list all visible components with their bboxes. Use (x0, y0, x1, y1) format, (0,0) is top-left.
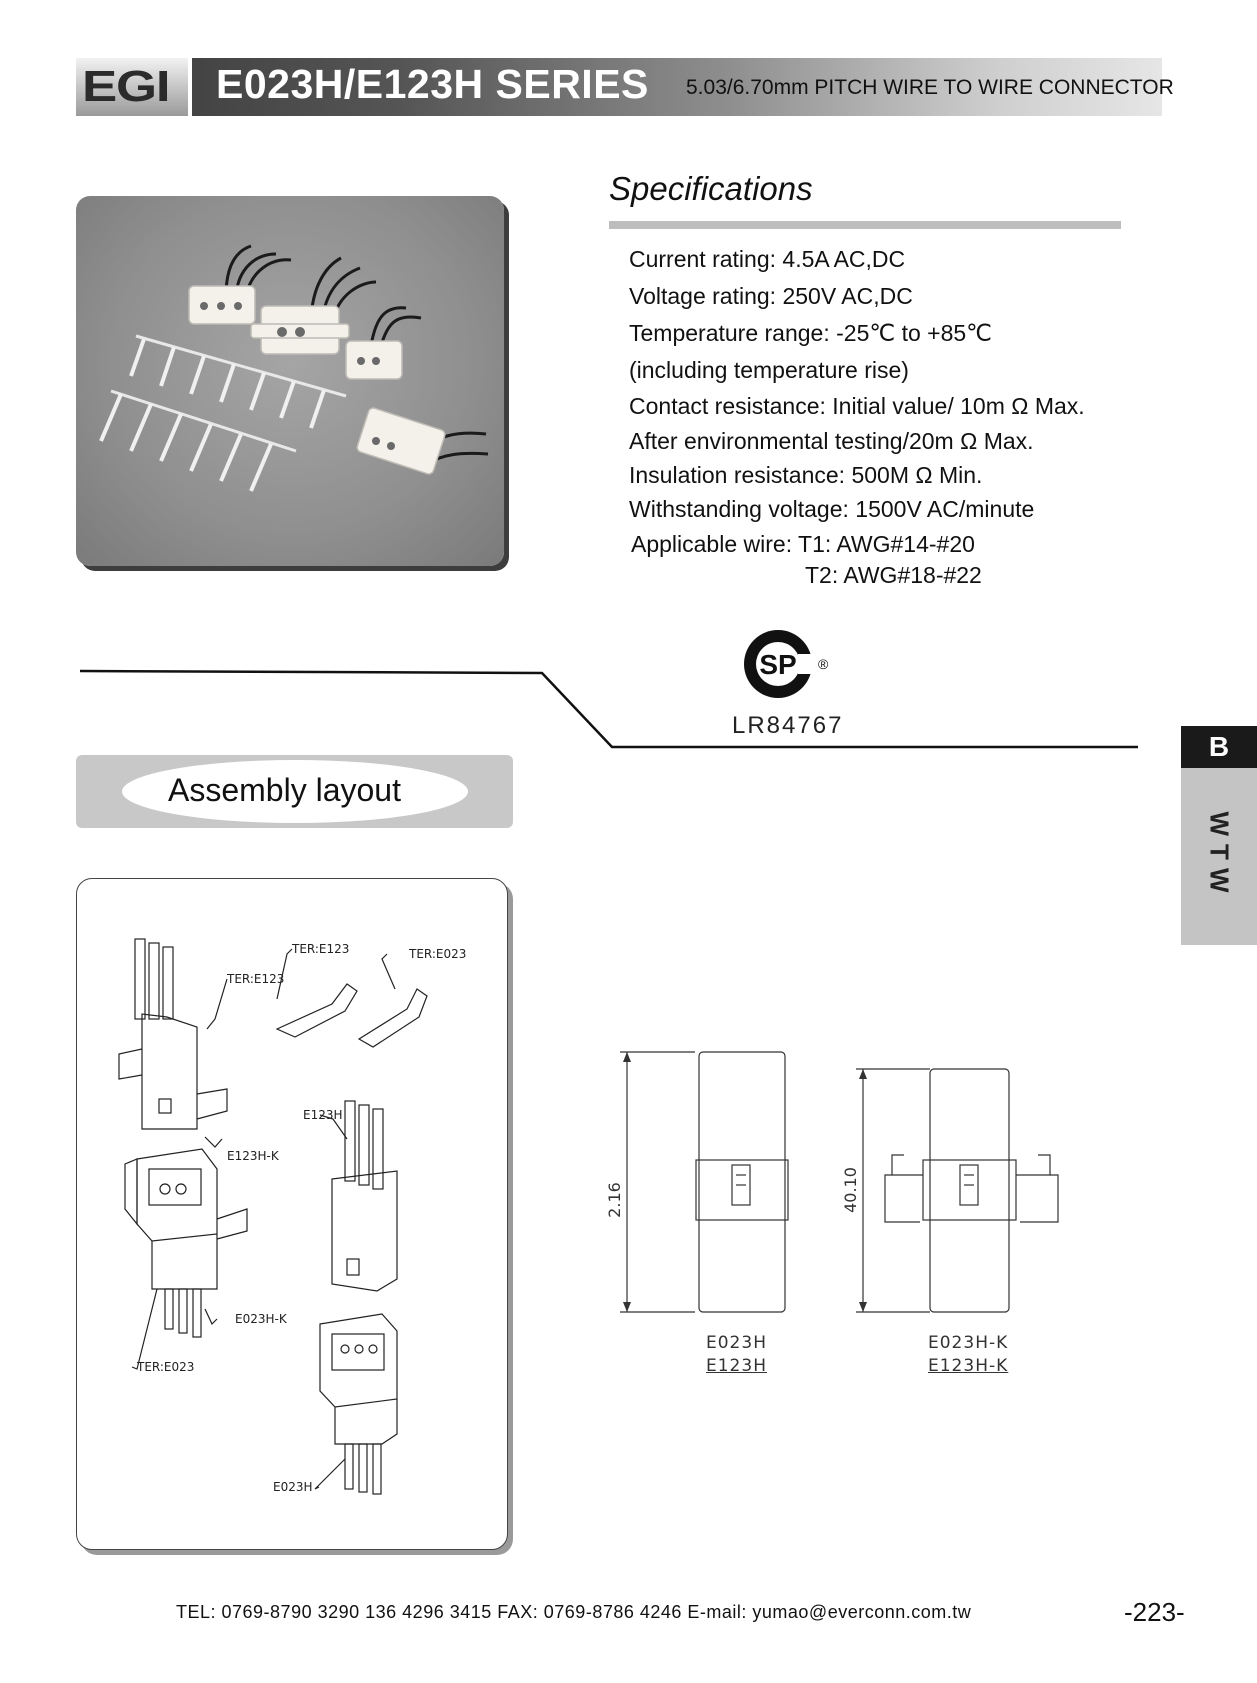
spec-line: Temperature range: -25℃ to +85℃ (629, 320, 992, 346)
spec-line: Applicable wire: T1: AWG#14-#20 (631, 531, 975, 557)
section-divider (80, 665, 1140, 755)
specifications-title: Specifications (609, 170, 813, 207)
spec-line: Insulation resistance: 500M Ω Min. (629, 462, 983, 488)
section-tab-letter: B (1181, 726, 1257, 768)
footer-contact: TEL: 0769-8790 3290 136 4296 3415 FAX: 0769-8786 4246 E-mail: yumao@everconn.com.tw (176, 1602, 972, 1622)
label-ter-e123-a: TER:E123 (292, 942, 350, 956)
label-e123h-k: E123H-K (227, 1149, 279, 1163)
caption-e023h-k: E023H-K (928, 1333, 1009, 1353)
specifications-rule (609, 221, 1121, 229)
assembly-diagram-frame (76, 878, 508, 1550)
page-number: -223- (1124, 1597, 1185, 1627)
label-e023h: E023H (273, 1480, 313, 1494)
registered-mark: ® (818, 656, 829, 672)
caption-e123h: E123H (706, 1356, 767, 1376)
caption-e023h: E023H (706, 1333, 767, 1353)
label-ter-e123-b: TER:E123 (227, 972, 285, 986)
series-subtitle: 5.03/6.70mm PITCH WIRE TO WIRE CONNECTOR (686, 76, 1174, 99)
section-tab (1181, 768, 1257, 945)
dim-right-value: 40.10 (841, 1167, 860, 1213)
certification-code: LR84767 (732, 712, 844, 739)
dim-left-value: 2.16 (605, 1182, 624, 1218)
assembly-diagram (77, 879, 507, 1549)
caption-e123h-k: E123H-K (928, 1356, 1009, 1376)
product-photo (76, 196, 504, 566)
assembly-title: Assembly layout (168, 772, 401, 808)
spec-line: Voltage rating: 250V AC,DC (629, 283, 913, 309)
label-ter-e023-a: TER:E023 (409, 947, 467, 961)
label-e123h: E123H (303, 1108, 343, 1122)
logo-text: EGI (82, 62, 170, 111)
spec-line: Contact resistance: Initial value/ 10m Ω Max. (629, 393, 1085, 419)
spec-line: After environmental testing/20m Ω Max. (629, 428, 1034, 454)
spec-line: Withstanding voltage: 1500V AC/minute (629, 496, 1035, 522)
dimension-drawings (600, 1040, 1080, 1320)
product-photo-illustration (76, 196, 504, 566)
label-ter-e023-b: TER:E023 (137, 1360, 195, 1374)
section-tab-text: WTW (1204, 811, 1235, 901)
spec-line: (including temperature rise) (629, 357, 909, 383)
csa-logo (742, 624, 832, 704)
company-logo (76, 58, 192, 116)
spec-line: Current rating: 4.5A AC,DC (629, 246, 906, 272)
label-e023h-k: E023H-K (235, 1312, 287, 1326)
csa-logo-text: SP (759, 649, 797, 680)
spec-line: T2: AWG#18-#22 (805, 562, 982, 588)
series-title: E023H/E123H SERIES (216, 61, 649, 107)
